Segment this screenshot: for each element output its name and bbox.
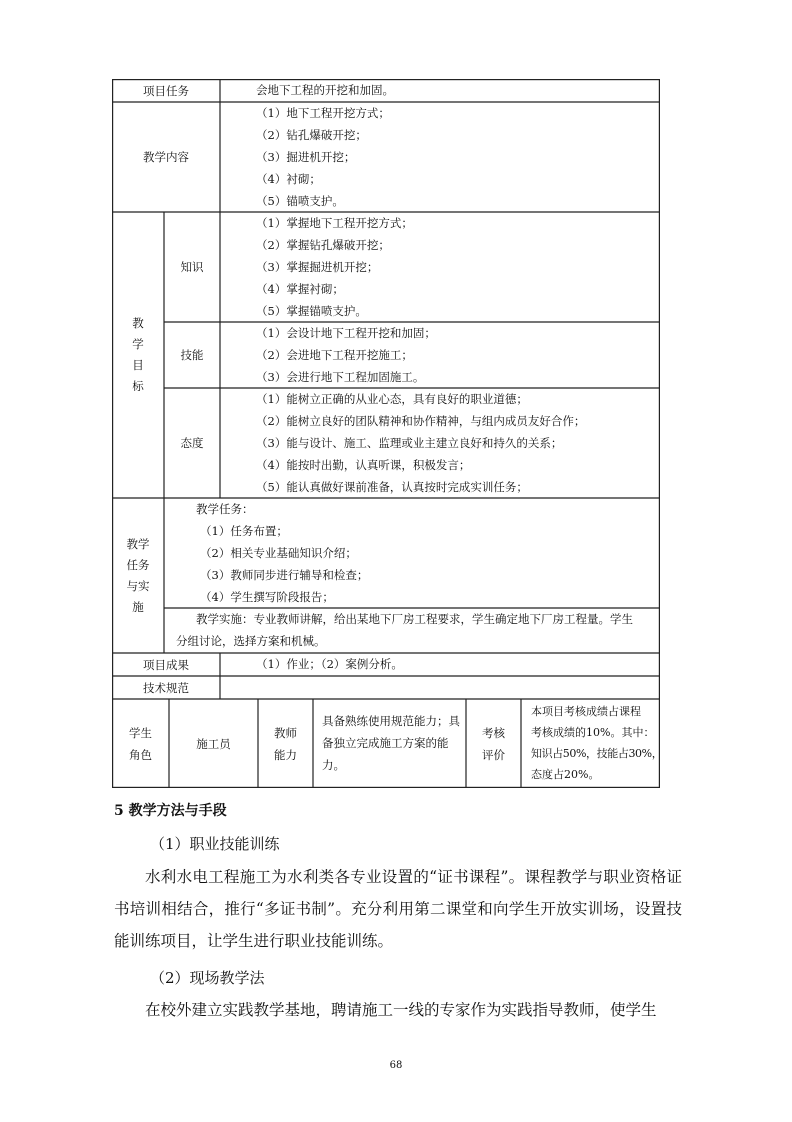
label-line: 角色 <box>129 747 152 762</box>
knowledge-label: 知识 <box>180 260 204 274</box>
assessment-label <box>466 699 521 788</box>
label-char: 教 <box>132 316 144 330</box>
list-item: （3）能与设计、施工、监理或业主建立良好和持久的关系； <box>256 436 563 450</box>
teaching-task-title: 教学任务： <box>196 502 254 516</box>
label-line: 学生 <box>129 725 152 740</box>
implementation-line: 教学实施：专业教师讲解，给出某地下厂房工程要求，学生确定地下厂房工程量。学生 <box>196 612 633 626</box>
label-line: 与实 <box>126 578 150 593</box>
label-line: 评价 <box>482 747 505 762</box>
list-item: （2）会进地下工程开挖施工； <box>256 348 413 362</box>
list-item: （2）掌握钻孔爆破开挖； <box>256 238 390 252</box>
student-role-value: 施工员 <box>196 736 231 751</box>
paragraph-onsite-teaching: 在校外建立实践教学基地，聘请施工一线的专家作为实践指导教师，使学生 <box>145 1001 657 1019</box>
attitude-label: 态度 <box>180 436 204 450</box>
ability-line: 力。 <box>322 758 345 772</box>
assessment-value <box>521 699 663 788</box>
course-design-table <box>112 79 663 788</box>
project-task-value: 会地下工程的开挖和加固。 <box>256 83 394 97</box>
ability-line: 备独立完成施工方案的能 <box>322 736 449 750</box>
page-number: 68 <box>389 1060 403 1071</box>
label-line: 考核 <box>482 725 505 740</box>
results-label: 项目成果 <box>143 657 189 672</box>
label-line: 教学 <box>126 536 150 551</box>
subheading-onsite-teaching: （2）现场教学法 <box>150 969 265 987</box>
section-heading: 5 教学方法与手段 <box>114 803 227 819</box>
assessment-line: 本项目考核成绩占课程 <box>531 705 641 718</box>
list-item: （4）能按时出勤，认真听课，积极发言； <box>256 458 471 472</box>
list-item: （3）掘进机开挖； <box>256 150 356 164</box>
skills-list <box>220 322 660 388</box>
list-item: （2）钻孔爆破开挖； <box>256 128 367 142</box>
ability-line: 具备熟练使用规范能力；具 <box>322 714 460 728</box>
label-char: 目 <box>132 358 144 372</box>
paragraph-skill-training: 水利水电工程施工为水利类各专业设置的“证书课程”。课程教学与职业资格证书培训相结合，推行“多证书制”。充分利用第二课堂和向学生开放实训场，设置技能训练项目，让学生进行职业技能训练。 <box>114 868 682 950</box>
teaching-content-list <box>220 102 660 212</box>
subheading-skill-training: （1）职业技能训练 <box>150 835 280 853</box>
list-item: （5）能认真做好课前准备，认真按时完成实训任务； <box>256 480 528 494</box>
label-line: 能力 <box>274 747 297 762</box>
label-line: 施 <box>132 599 144 614</box>
teaching-task-block <box>164 498 660 608</box>
teacher-ability-label <box>258 699 313 788</box>
project-task-label: 项目任务 <box>143 83 189 98</box>
list-item: （4）衬砌； <box>256 172 321 186</box>
list-item: （1）地下工程开挖方式； <box>256 106 390 120</box>
list-item: （1）会设计地下工程开挖和加固； <box>256 326 436 340</box>
attitude-list <box>220 388 660 498</box>
label-char: 学 <box>132 337 144 351</box>
list-item: （2）相关专业基础知识介绍； <box>200 546 357 560</box>
list-item: （5）锚喷支护。 <box>256 194 344 208</box>
label-line: 教师 <box>274 725 297 740</box>
list-item: （4）学生撰写阶段报告； <box>200 590 334 604</box>
tech-spec-label: 技术规范 <box>143 680 189 695</box>
teaching-goals-label <box>112 212 164 498</box>
list-item: （1）能树立正确的从业心态，具有良好的职业道德； <box>256 392 528 406</box>
teacher-ability-value <box>313 699 466 788</box>
student-role-label <box>112 699 169 788</box>
assessment-line: 考核成绩的10%。其中： <box>531 726 655 739</box>
knowledge-list <box>220 212 660 322</box>
label-line: 任务 <box>126 557 150 572</box>
assessment-line: 知识占50%，技能占30%， <box>531 747 663 760</box>
list-item: （1）掌握地下工程开挖方式； <box>256 216 413 230</box>
teaching-content-label: 教学内容 <box>143 150 189 164</box>
list-item: （3）掌握掘进机开挖； <box>256 260 379 274</box>
tech-spec-value <box>220 676 660 699</box>
list-item: （3）教师同步进行辅导和检查； <box>200 568 369 582</box>
skills-label: 技能 <box>180 348 204 362</box>
assessment-line: 态度占20%。 <box>531 768 600 781</box>
label-char: 标 <box>132 379 144 393</box>
teaching-implementation <box>164 608 660 653</box>
results-value: （1）作业；（2）案例分析。 <box>256 657 403 671</box>
implementation-line: 分组讨论，选择方案和机械。 <box>176 634 326 648</box>
list-item: （4）掌握衬砌； <box>256 282 344 296</box>
list-item: （2）能树立良好的团队精神和协作精神，与组内成员友好合作； <box>256 414 586 428</box>
tasks-impl-label <box>112 498 164 653</box>
list-item: （3）会进行地下工程加固施工。 <box>256 370 425 384</box>
teaching-task-list <box>196 520 660 608</box>
list-item: （5）掌握锚喷支护。 <box>256 304 367 318</box>
list-item: （1）任务布置； <box>200 524 288 538</box>
